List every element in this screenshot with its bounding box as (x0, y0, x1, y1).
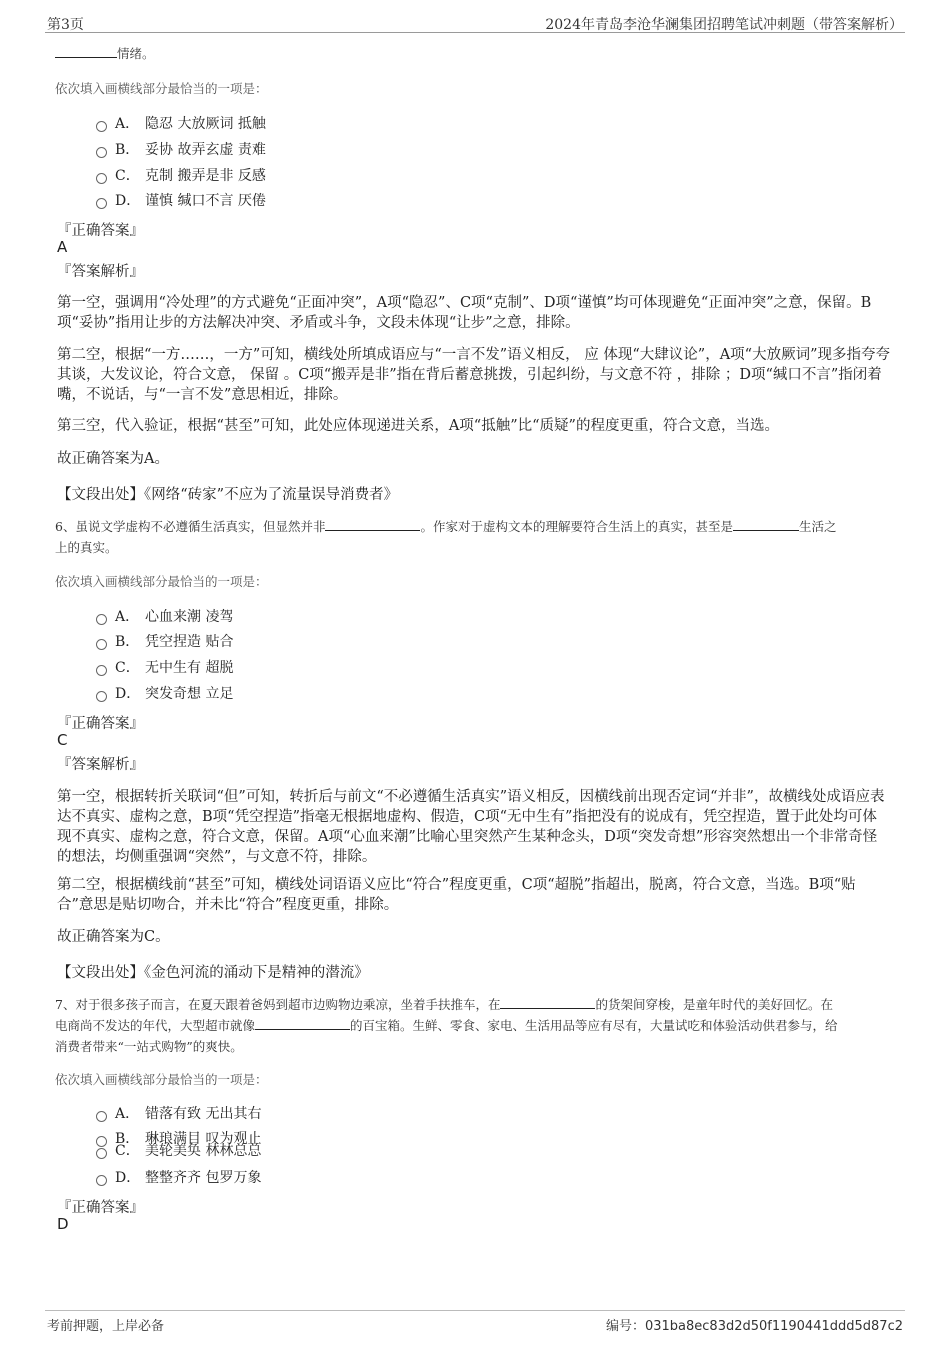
prev-option-d[interactable]: D． 谨慎 缄口不言 厌倦 (96, 192, 266, 210)
answer-label: 『正确答案』 (57, 716, 144, 732)
q7-option-c[interactable]: C． 美轮美奂 林林总总 (96, 1142, 261, 1160)
answer-label: 『正确答案』 (57, 1200, 144, 1216)
q6-option-b[interactable]: B． 凭空捏造 贴合 (96, 633, 233, 651)
q6-option-c[interactable]: C． 无中生有 超脱 (96, 659, 233, 677)
analysis-paragraph: 第二空，根据“一方……，一方”可知，横线处所填成语应与“一言不发”语义相反， 应 体现“大肆议论”，A项“大放厥词”现多指夸夸其谈，大发议论，符合文意， 保留 。C项“搬弄是非”指在背后蓄意挑拨，引起纠纷，与文意不符 ，排除 ；D项“缄口不言”指闭着嘴，不说话，与“一言不发”意思相近，排除。 (57, 347, 890, 403)
document-title: 2024年青岛李沧华澜集团招聘笔试冲刺题（带答案解析） (545, 17, 903, 33)
prev-option-c[interactable]: C． 克制 搬弄是非 反感 (96, 167, 266, 185)
blank-line (733, 518, 799, 531)
answer-value: D (57, 1215, 69, 1233)
radio-icon[interactable] (96, 147, 107, 158)
question-6-stem: 6、虽说文学虚构不必遵循生活真实，但显然并非 。作家对于虚构文本的理解要符合生活上的真实，甚至是 生活之 上的真实。 (55, 519, 837, 555)
blank-line (55, 45, 117, 58)
radio-icon[interactable] (96, 691, 107, 702)
footer-divider (45, 1310, 905, 1311)
q7-option-a[interactable]: A． 错落有致 无出其右 (96, 1105, 261, 1123)
header-divider (45, 32, 905, 33)
q7-option-d[interactable]: D． 整整齐齐 包罗万象 (96, 1169, 261, 1187)
q7-option-b[interactable]: B． 琳琅满目 叹为观止 (96, 1130, 261, 1148)
page-number: 第3页 (47, 17, 84, 33)
source-citation: 【文段出处】《金色河流的涌动下是精神的潜流》 (57, 965, 369, 981)
blank-line (255, 1017, 350, 1030)
question-7-instruction: 依次填入画横线部分最恰当的一项是： (55, 1072, 268, 1087)
prev-instruction: 依次填入画横线部分最恰当的一项是： (55, 81, 268, 96)
radio-icon[interactable] (96, 1175, 107, 1186)
q6-option-a[interactable]: A． 心血来潮 凌驾 (96, 608, 233, 626)
question-7-stem: 7、对于很多孩子而言，在夏天跟着爸妈到超市边购物边乘凉，坐着手扶推车，在 的货架间穿梭，是童年时代的美好回忆。在 电商尚不发达的年代，大型超市就像 的百宝箱。生鲜、零食、家电、生活用品等应有尽有，大量试吃和体验活动供君参与，给 消费者带来“一站式购物”的爽快。 (55, 997, 838, 1054)
analysis-paragraph: 第三空，代入验证，根据“甚至”可知，此处应体现递进关系，A项“抵触”比“质疑”的程度更重，符合文意，当选。 (57, 418, 779, 434)
radio-icon[interactable] (96, 173, 107, 184)
analysis-conclusion: 故正确答案为A。 (57, 451, 169, 467)
document-code: 编号：031ba8ec83d2d50f1190441ddd5d87c2 (605, 1319, 903, 1334)
radio-icon[interactable] (96, 198, 107, 209)
radio-icon[interactable] (96, 1148, 107, 1159)
analysis-conclusion: 故正确答案为C。 (57, 929, 170, 945)
analysis-label: 『答案解析』 (57, 264, 144, 280)
blank-line (500, 996, 595, 1009)
question-6-instruction: 依次填入画横线部分最恰当的一项是： (55, 574, 268, 589)
analysis-paragraph: 第一空，强调用“冷处理”的方式避免“正面冲突”，A项“隐忍”、C项“克制”、D项“谨慎”均可体现避免“正面冲突”之意，保留。B项“妥协”指用让步的方法解决冲突、矛盾或斗争，文段未体现“让步”之意，排除。 (57, 295, 872, 331)
answer-value: A (57, 238, 68, 256)
radio-icon[interactable] (96, 639, 107, 650)
radio-icon[interactable] (96, 121, 107, 132)
analysis-paragraph: 第二空，根据横线前“甚至”可知，横线处词语语义应比“符合”程度更重，C项“超脱”指超出，脱离，符合文意，当选。B项“贴合”意思是贴切吻合，并未比“符合”程度更重，排除。 (57, 877, 856, 913)
radio-icon[interactable] (96, 614, 107, 625)
prev-question-fragment: 情绪。 (55, 43, 155, 64)
source-citation: 【文段出处】《网络“砖家”不应为了流量误导消费者》 (57, 487, 399, 503)
blank-line (325, 518, 420, 531)
q6-option-d[interactable]: D． 突发奇想 立足 (96, 685, 233, 703)
analysis-paragraph: 第一空，根据转折关联词“但”可知，转折后与前文“不必遵循生活真实”语义相反，因横线前出现否定词“并非”，故横线处成语应表达不真实、虚构之意，B项“凭空捏造”指毫无根据地虚构、假造，C项“无中生有”指把没有的说成有，凭空捏造，置于此处均可体现不真实、虚构之意，符合文意，保留。A项“心血来潮”比喻心里突然产生某种念头，D项“突发奇想”形容突然想出一个非常奇怪的想法，均侧重强调“突然”，与文意不符，排除。 (57, 789, 885, 865)
prev-option-a[interactable]: A． 隐忍 大放厥词 抵触 (96, 115, 266, 133)
radio-icon[interactable] (96, 665, 107, 676)
analysis-label: 『答案解析』 (57, 757, 144, 773)
answer-label: 『正确答案』 (57, 223, 144, 239)
radio-icon[interactable] (96, 1111, 107, 1122)
answer-value: C (57, 731, 68, 749)
footer-slogan: 考前押题，上岸必备 (47, 1319, 165, 1334)
prev-option-b[interactable]: B． 妥协 故弄玄虚 责难 (96, 141, 266, 159)
